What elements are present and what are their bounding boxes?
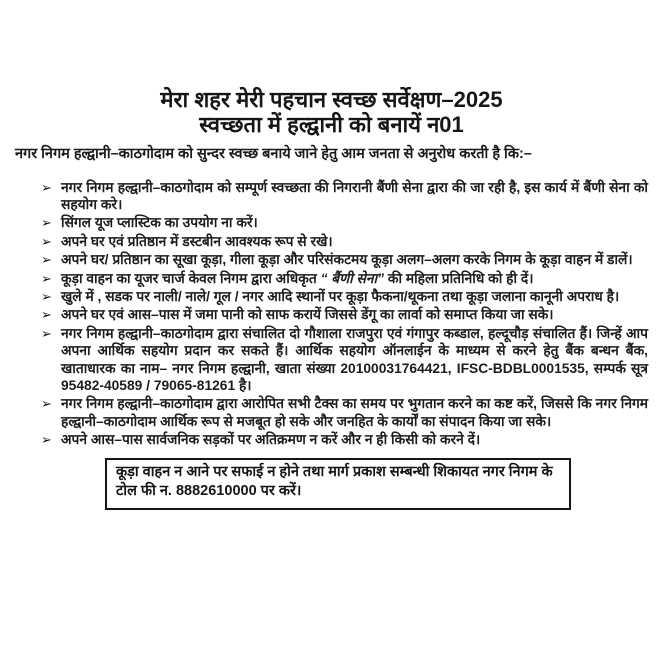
bullet-text: नगर निगम हल्द्वानी–काठगोदाम को सम्पूर्ण स्वच्छता की निगरानी बैंणी सेना द्वारा की जा रही है, इस कार्य में बैंणी सेना को सहयोग करे। (61, 179, 648, 212)
list-item (15, 214, 648, 231)
list-item (15, 179, 648, 214)
list-item (15, 288, 648, 305)
arrow-bullet-icon: ➢ (41, 179, 52, 195)
bullet-text: अपने घर एवं आस–पास में जमा पानी को साफ करायें जिससे डेंगू का लार्वा को समाप्त किया जा सके। (61, 307, 554, 323)
list-item (15, 306, 648, 323)
bullet-list (15, 179, 648, 449)
list-item (15, 270, 648, 287)
arrow-bullet-icon: ➢ (41, 288, 52, 304)
list-item (15, 233, 648, 250)
bullet-text: अपने आस–पास सार्वजनिक सड़कों पर अतिक्रमण न करें और न ही किसी को करने दें। (61, 432, 481, 448)
bullet-text-suffix: की महिला प्रतिनिधि को ही दें। (384, 270, 534, 286)
page-subtitle: स्वच्छता में हल्द्वानी को बनायें न01 (199, 112, 464, 137)
arrow-bullet-icon: ➢ (41, 307, 52, 323)
arrow-bullet-icon: ➢ (41, 252, 52, 268)
bullet-text: अपने घर/ प्रतिष्ठान का सूखा कूड़ा, गीला कूड़ा और परिसंकटमय कूड़ा अलग–अलग करके निगम के कूड़ा वाहन में डालें। (61, 252, 633, 268)
baini-sena-highlight: “ बैंणी सेना” (320, 270, 385, 286)
bullet-text (61, 270, 648, 287)
complaint-notice-text: कूड़ा वाहन न आने पर सफाई न होने तथा मार्ग प्रकाश सम्बन्धी शिकायत नगर निगम के टोल फी न. 8882610000 पर करें। (116, 463, 553, 500)
arrow-bullet-icon: ➢ (41, 215, 52, 231)
list-item (15, 395, 648, 430)
bullet-text: अपने घर एवं प्रतिष्ठान में डस्टबीन आवश्यक रूप से रखे। (61, 233, 333, 249)
bullet-text: नगर निगम हल्द्वानी–काठगोदाम द्वारा संचालित दो गौशाला राजपुरा एवं गंगापुर कब्डाल, हल्दूचौड़ संचालित हैं। जिन्हें आप अपना आर्थिक सहयोग प्रदान कर सकते हैं। आर्थिक सहयोग ऑनलाईन के माध्यम से करने हेतु बैंक बन्धन बैंक, खाताधारक का नाम– नगर निगम हल्द्वानी, खाता संख्या 20100031764421, IFSC-BDBL0001535, सम्पर्क सूत्र 95482-40589 / 79065-81261 है। (61, 325, 648, 393)
list-item (15, 431, 648, 448)
page-title: मेरा शहर मेरी पहचान स्वच्छ सर्वेक्षण–2025 (160, 87, 503, 112)
arrow-bullet-icon: ➢ (41, 396, 52, 412)
arrow-bullet-icon: ➢ (41, 325, 52, 341)
bullet-text: खुले में , सडक पर नाली/ नाले/ गूल / नगर आदि स्थानों पर कूड़ा फैकना/थूकना तथा कूड़ा जलाना कानूनी अपराध है। (61, 288, 620, 304)
arrow-bullet-icon: ➢ (41, 432, 52, 448)
list-item (15, 325, 648, 395)
bullet-text: नगर निगम हल्द्वानी–काठगोदाम द्वारा आरोपित सभी टैक्स का समय पर भुगतान करने का कष्ट करें, जिससे कि नगर निगम हल्द्वानी–काठगोदाम आर्थिक रूप से मजबूत हो सके और जनहित के कार्यों का संपादन किया जा सके। (61, 396, 648, 429)
intro-line: नगर निगम हल्द्वानी–काठगोदाम को सुन्दर स्वच्छ बनाये जाने हेतु आम जनता से अनुरोध करती है कि:– (15, 146, 532, 162)
complaint-notice-box (105, 458, 571, 510)
bullet-text: सिंगल यूज प्लास्टिक का उपयोग ना करें। (61, 215, 258, 231)
bullet-text-prefix: कूड़ा वाहन का यूजर चार्ज केवल निगम द्वारा अधिकृत (61, 270, 321, 286)
arrow-bullet-icon: ➢ (41, 270, 52, 286)
list-item (15, 251, 648, 268)
arrow-bullet-icon: ➢ (41, 233, 52, 249)
